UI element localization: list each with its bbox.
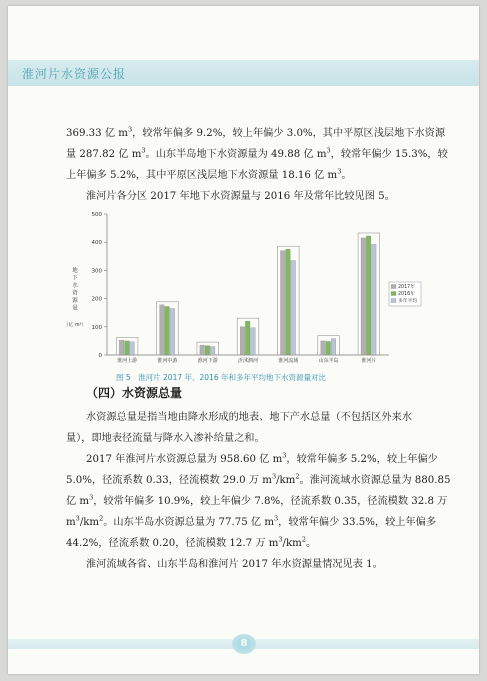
legend-label: 2017年 (398, 285, 416, 290)
page-number: 8 (232, 634, 256, 654)
section-title: （四）水资源总量 (86, 386, 183, 400)
header-band (8, 60, 479, 86)
y-tick-label: 200 (91, 296, 102, 303)
y-axis-label-char: 量 (72, 305, 78, 312)
bar-1 (125, 341, 130, 355)
bar-2 (331, 339, 336, 355)
y-tick-label: 0 (98, 353, 102, 359)
bar-2 (210, 347, 215, 355)
legend-label: 2016年 (398, 292, 416, 297)
y-tick-label: 400 (91, 240, 102, 247)
y-axis-label-char: 水 (72, 283, 78, 289)
x-tick-label: 山东半岛 (318, 358, 339, 364)
paragraph-line: 上年偏多 5.2%，其中平原区浅层地下水资源量 18.16 亿 $m^3$。 (66, 167, 352, 181)
bar-1 (326, 341, 331, 355)
bar-0 (361, 238, 366, 355)
bar-0 (240, 327, 245, 355)
paragraph-line: 5.0%，径流系数 0.33，径流模数 29.0 万 $m^3/km^2$。淮河流域水资源总量为 880.85 (66, 472, 451, 486)
groundwater-bar-chart (63, 204, 423, 366)
bar-0 (119, 340, 124, 355)
y-tick-label: 500 (91, 212, 102, 218)
bar-0 (160, 305, 165, 355)
legend-swatch (391, 292, 396, 296)
bar-2 (251, 328, 256, 355)
bar-1 (245, 321, 250, 355)
y-axis-unit: （亿 m³） (63, 323, 87, 328)
bar-0 (321, 341, 326, 355)
bar-1 (286, 249, 291, 355)
legend-label: 多年平均 (398, 299, 418, 304)
bar-1 (165, 306, 170, 355)
bar-2 (130, 342, 135, 355)
x-tick-label: 淮河下游 (197, 358, 218, 364)
paragraph-line: 水资源总量是指当地由降水形成的地表、地下产水总量（不包括区外来水 (86, 412, 412, 423)
bar-0 (200, 345, 205, 355)
paragraph-line: 亿 $m^3$，较常年偏多 10.9%，较上年偏少 7.8%，径流系数 0.35，径流模数 32.8 万 (66, 493, 448, 507)
y-axis-label-char: 资 (72, 290, 78, 297)
bar-0 (280, 251, 285, 355)
y-tick-label: 300 (91, 268, 102, 275)
x-tick-label: 淮河片 (361, 358, 377, 364)
paragraph-line: 44.2%，径流系数 0.20，径流模数 12.7 万 $m^3/km^2$。 (66, 535, 317, 549)
paragraph-line: 淮河片各分区 2017 年地下水资源量与 2016 年及常年比较见图 5。 (86, 191, 395, 202)
figure-caption: 图 5 淮河片 2017 年、2016 年和多年平均地下水资源量对比 (116, 373, 326, 382)
paragraph-line: $m^3/km^2$。山东半岛水资源总量为 77.75 亿 $m^3$，较常年偏少 33.5%，较上年偏多 (66, 514, 437, 528)
paragraph-line: 淮河流域各省、山东半岛和淮河片 2017 年水资源量情况见表 1。 (86, 559, 383, 570)
legend-swatch (391, 285, 396, 289)
header-title: 淮河片水资源公报 (22, 67, 127, 81)
y-tick-label: 100 (91, 324, 102, 331)
y-axis-label-char: 地 (72, 268, 78, 274)
bar-2 (371, 244, 376, 355)
paragraph-line: 369.33 亿 $m^3$，较常年偏多 9.2%，较上年偏少 3.0%，其中平原区浅层地下水资源 (66, 125, 446, 139)
y-axis-label-char: 源 (72, 298, 78, 304)
x-tick-label: 淮河中游 (157, 358, 178, 364)
bar-1 (366, 236, 371, 355)
document-page (8, 6, 479, 674)
bar-1 (205, 346, 210, 355)
bar-2 (170, 308, 175, 355)
legend-swatch (391, 299, 396, 303)
x-tick-label: 沂沭泗河 (237, 358, 259, 364)
paragraph-line: 2017 年淮河片水资源总量为 958.60 亿 $m^3$，较常年偏多 5.2%，较上年偏少 (86, 451, 438, 465)
paragraph-line: 量 287.82 亿 $m^3$。山东半岛地下水资源量为 49.88 亿 $m^3$，较常年偏少 15.3%，较 (66, 146, 448, 160)
paragraph-line: 量），即地表径流量与降水入渗补给量之和。 (66, 433, 265, 444)
x-tick-label: 淮河上游 (117, 358, 138, 364)
x-tick-label: 淮河流域 (278, 358, 299, 364)
bar-2 (291, 261, 296, 355)
y-axis-label-char: 下 (72, 275, 78, 282)
